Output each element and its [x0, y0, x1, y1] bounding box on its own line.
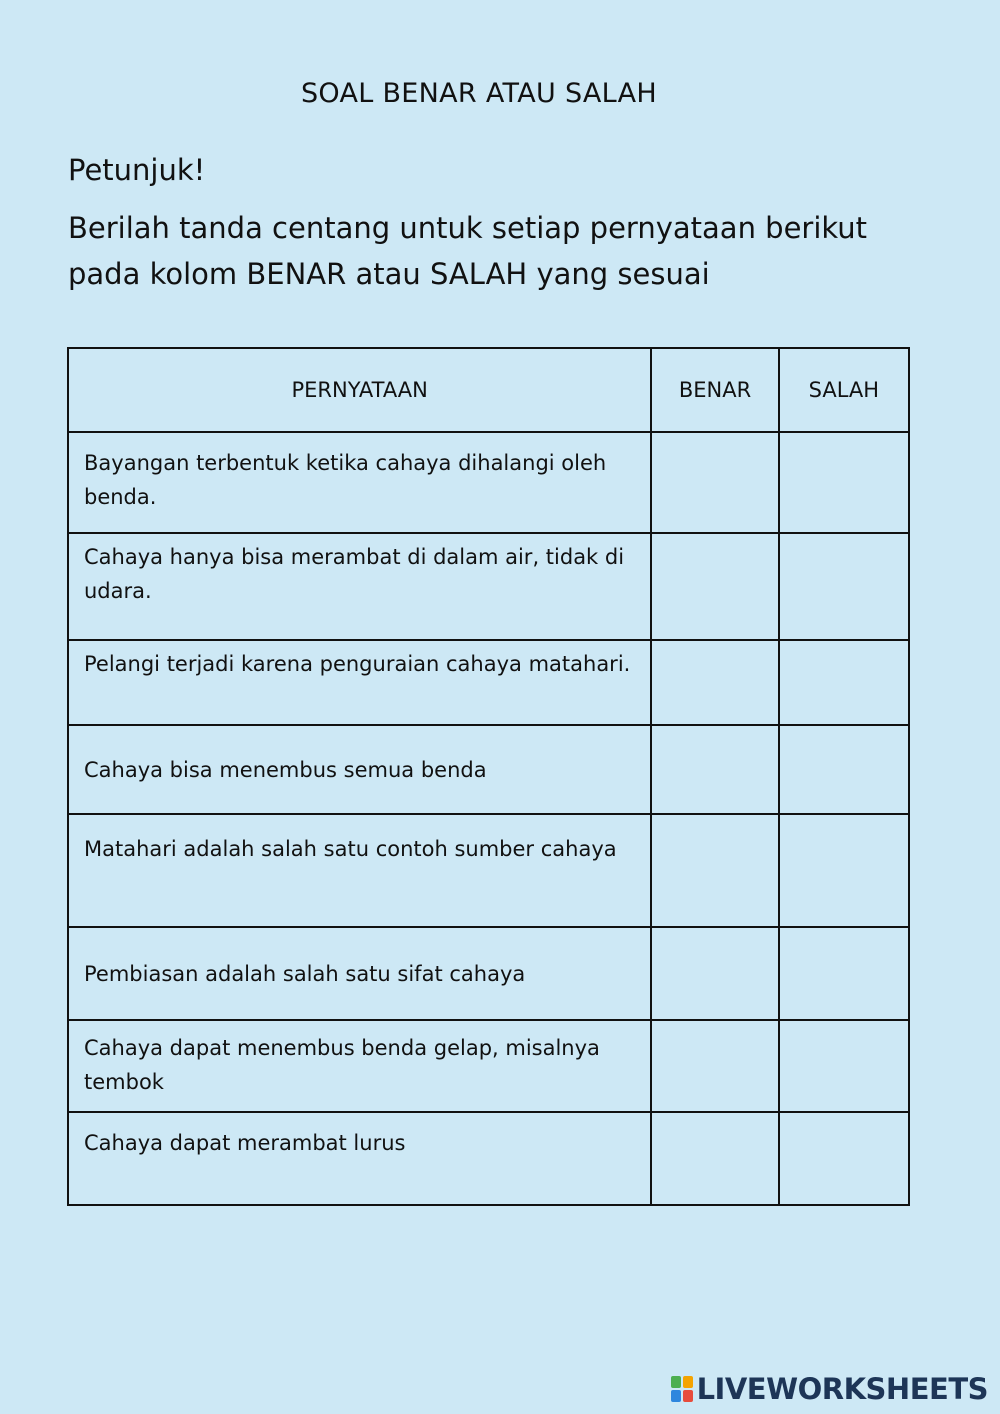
statement-cell: Cahaya bisa menembus semua benda [68, 725, 651, 814]
salah-checkbox-cell[interactable] [779, 640, 909, 725]
header-statement: PERNYATAAN [68, 348, 651, 432]
statement-cell: Cahaya dapat menembus benda gelap, misalnya tembok [68, 1020, 651, 1112]
table-header-row [68, 348, 909, 432]
table-row [68, 725, 909, 814]
true-false-table [67, 347, 910, 1206]
salah-checkbox-cell[interactable] [779, 432, 909, 533]
table-row [68, 640, 909, 725]
table-row [68, 927, 909, 1020]
table-row [68, 1020, 909, 1112]
benar-checkbox-cell[interactable] [651, 927, 778, 1020]
liveworksheets-logo-icon [671, 1376, 693, 1402]
benar-checkbox-cell[interactable] [651, 1020, 778, 1112]
table-row [68, 533, 909, 640]
header-benar: BENAR [651, 348, 778, 432]
salah-checkbox-cell[interactable] [779, 927, 909, 1020]
table-row [68, 432, 909, 533]
benar-checkbox-cell[interactable] [651, 814, 778, 927]
statement-cell: Pembiasan adalah salah satu sifat cahaya [68, 927, 651, 1020]
benar-checkbox-cell[interactable] [651, 725, 778, 814]
statement-cell: Cahaya dapat merambat lurus [68, 1112, 651, 1205]
liveworksheets-logo [671, 1372, 988, 1406]
benar-checkbox-cell[interactable] [651, 533, 778, 640]
benar-checkbox-cell[interactable] [651, 1112, 778, 1205]
salah-checkbox-cell[interactable] [779, 1112, 909, 1205]
statement-cell: Bayangan terbentuk ketika cahaya dihalangi oleh benda. [68, 432, 651, 533]
logo-text: LIVEWORKSHEETS [696, 1372, 988, 1406]
benar-checkbox-cell[interactable] [651, 640, 778, 725]
page-title: SOAL BENAR ATAU SALAH [300, 78, 658, 109]
salah-checkbox-cell[interactable] [779, 533, 909, 640]
benar-checkbox-cell[interactable] [651, 432, 778, 533]
salah-checkbox-cell[interactable] [779, 1020, 909, 1112]
statement-cell: Cahaya hanya bisa merambat di dalam air, tidak di udara. [68, 533, 651, 640]
instructions-heading: Petunjuk! [68, 153, 206, 187]
table-row [68, 1112, 909, 1205]
table-row [68, 814, 909, 927]
salah-checkbox-cell[interactable] [779, 725, 909, 814]
statement-cell: Pelangi terjadi karena penguraian cahaya matahari. [68, 640, 651, 725]
salah-checkbox-cell[interactable] [779, 814, 909, 927]
header-salah: SALAH [779, 348, 909, 432]
instructions-text: Berilah tanda centang untuk setiap pernyataan berikut pada kolom BENAR atau SALAH yang sesuai [68, 211, 868, 291]
statement-cell: Matahari adalah salah satu contoh sumber cahaya [68, 814, 651, 927]
